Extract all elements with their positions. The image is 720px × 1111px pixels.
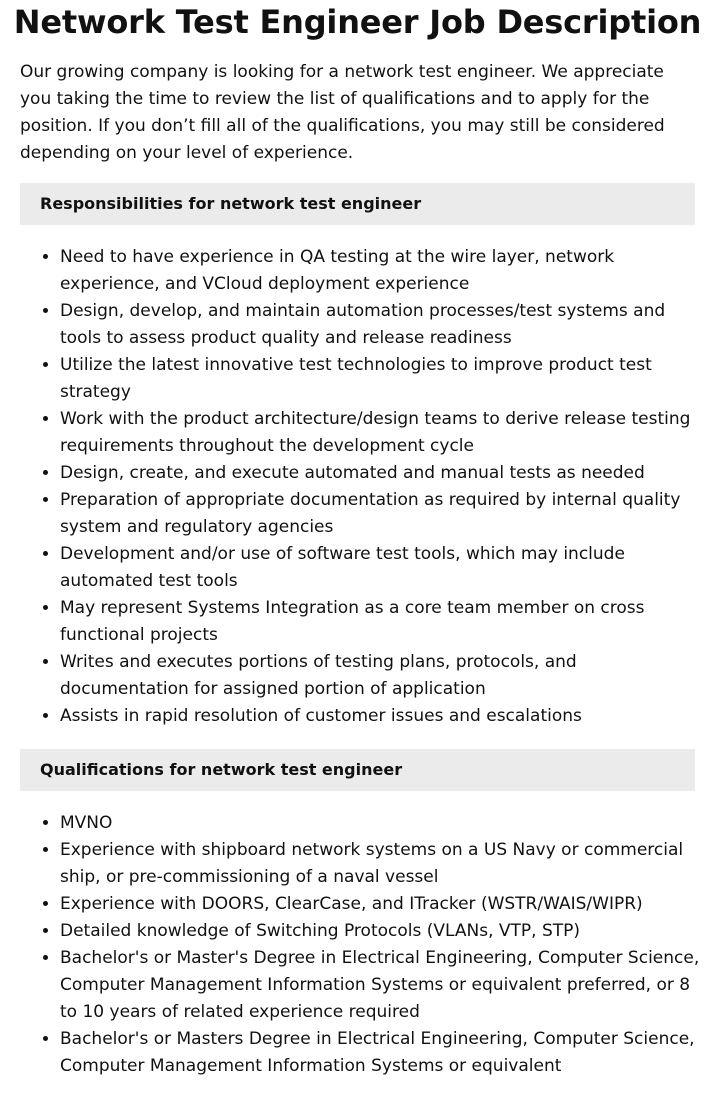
list-item: • Need to have experience in QA testing at the wire layer, network experience, and VCloud deployment experience (60, 244, 700, 298)
responsibilities-heading: Responsibilities for network test engineer (20, 183, 695, 225)
list-item: • Experience with DOORS, ClearCase, and ITracker (WSTR/WAIS/WIPR) (60, 891, 700, 918)
list-item: • Detailed knowledge of Switching Protocols (VLANs, VTP, STP) (60, 918, 700, 945)
intro-paragraph: Our growing company is looking for a network test engineer. We appreciate you taking the time to review the list of qualifications and to apply for the position. If you don’t fill all of the qualifications, you may still be considered depending on your level of experience. (20, 62, 665, 163)
list-item: • Design, create, and execute automated and manual tests as needed (60, 460, 700, 487)
page-title: Network Test Engineer Job Description (13, 3, 702, 41)
list-item: • Bachelor's or Master's Degree in Electrical Engineering, Computer Science, Computer Management Information Systems or equivalent preferred, or 8 to 10 years of related experience required (60, 945, 700, 1026)
responsibilities-list (20, 244, 700, 730)
list-item: • May represent Systems Integration as a core team member on cross functional projects (60, 595, 700, 649)
qualifications-heading: Qualifications for network test engineer (20, 749, 695, 791)
list-item: • Writes and executes portions of testing plans, protocols, and documentation for assigned portion of application (60, 649, 700, 703)
qualifications-list (20, 810, 700, 1080)
list-item: • Work with the product architecture/design teams to derive release testing requirements throughout the development cycle (60, 406, 700, 460)
list-item: • Preparation of appropriate documentation as required by internal quality system and regulatory agencies (60, 487, 700, 541)
list-item: • Development and/or use of software test tools, which may include automated test tools (60, 541, 700, 595)
list-item: • Experience with shipboard network systems on a US Navy or commercial ship, or pre-commissioning of a naval vessel (60, 837, 700, 891)
list-item: • Utilize the latest innovative test technologies to improve product test strategy (60, 352, 700, 406)
list-item: • MVNO (60, 810, 700, 837)
list-item: • Design, develop, and maintain automation processes/test systems and tools to assess product quality and release readiness (60, 298, 700, 352)
list-item: • Bachelor's or Masters Degree in Electrical Engineering, Computer Science, Computer Management Information Systems or equivalent (60, 1026, 700, 1080)
list-item: • Assists in rapid resolution of customer issues and escalations (60, 703, 700, 730)
